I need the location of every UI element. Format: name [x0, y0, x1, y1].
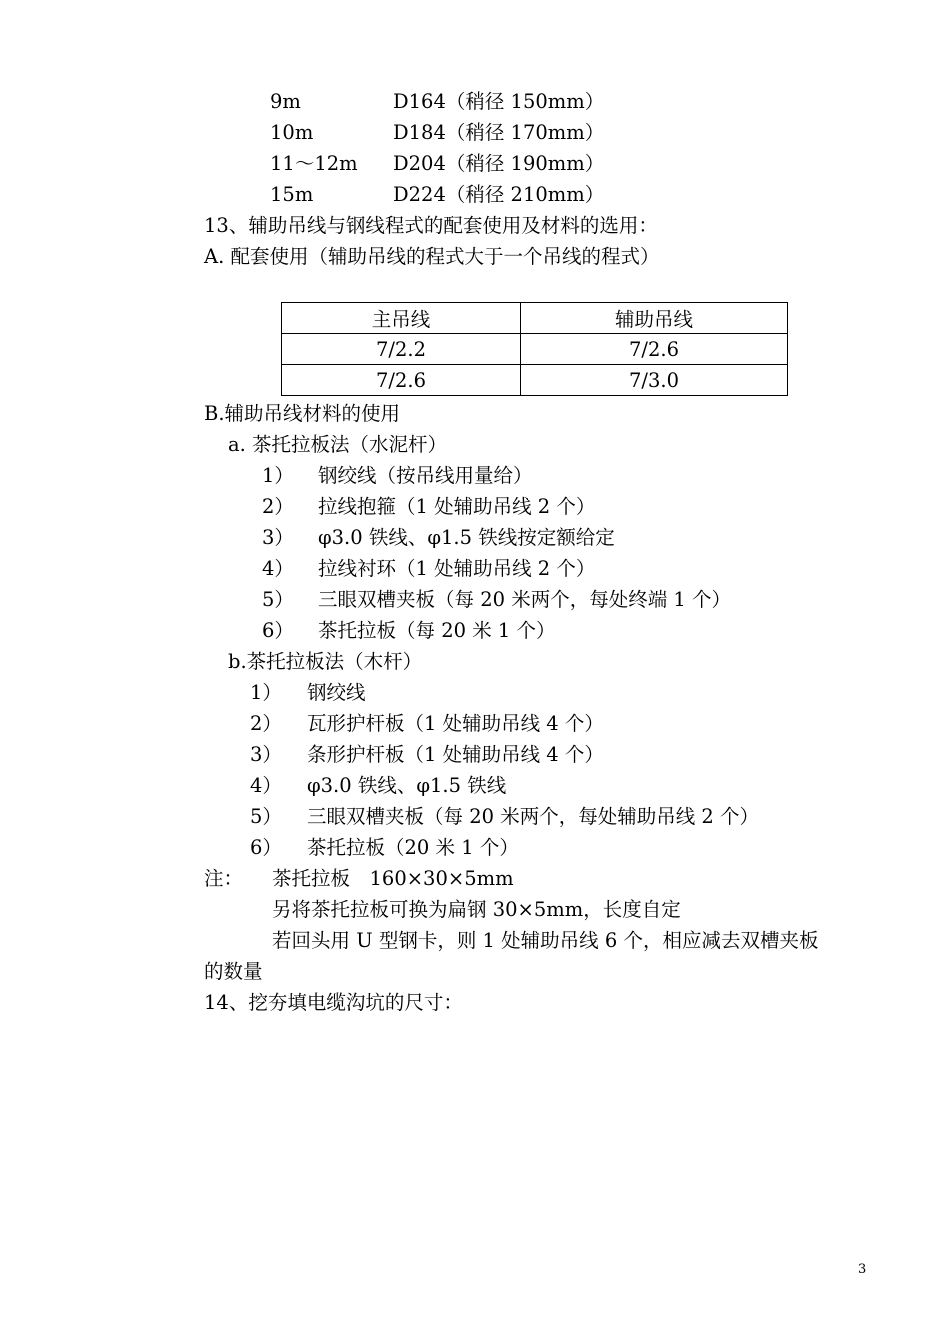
- sub-a-heading: a. 茶托拉板法（水泥杆）: [228, 433, 448, 456]
- pole-spec: D184（稍径 170mm）: [393, 121, 605, 144]
- pole-spec: D224（稍径 210mm）: [393, 183, 605, 206]
- table-cell: 7/2.6: [521, 334, 788, 365]
- list-item: 钢绞线（按吊线用量给）: [318, 464, 533, 487]
- wire-pairing-table: [281, 302, 788, 396]
- list-item: 茶托拉板（每 20 米 1 个）: [318, 619, 556, 642]
- section-b-heading: B.辅助吊线材料的使用: [204, 402, 401, 425]
- list-item-number: 6）: [250, 836, 282, 859]
- table-cell: 7/2.2: [282, 334, 521, 365]
- pole-length: 10m: [270, 121, 314, 144]
- list-item-number: 4）: [250, 774, 282, 797]
- list-item: 瓦形护杆板（1 处辅助吊线 4 个）: [307, 712, 604, 735]
- list-item-number: 5）: [250, 805, 282, 828]
- list-item: φ3.0 铁线、φ1.5 铁线: [307, 774, 507, 797]
- list-item: 茶托拉板（20 米 1 个）: [307, 836, 519, 859]
- pole-spec: D164（稍径 150mm）: [393, 90, 605, 113]
- note-line: 的数量: [204, 960, 263, 983]
- note-label: 注：: [204, 867, 244, 890]
- sub-b-heading: b.茶托拉板法（木杆）: [228, 650, 423, 673]
- pole-spec: D204（稍径 190mm）: [393, 152, 605, 175]
- list-item: 钢绞线: [307, 681, 366, 704]
- note-line: 茶托拉板 160×30×5mm: [272, 867, 514, 890]
- list-item-number: 1）: [250, 681, 282, 704]
- page-number: 3: [858, 1262, 867, 1277]
- list-item-number: 4）: [262, 557, 294, 580]
- list-item-number: 5）: [262, 588, 294, 611]
- table-row: [282, 365, 788, 396]
- list-item-number: 6）: [262, 619, 294, 642]
- list-item-number: 1）: [262, 464, 294, 487]
- list-item-number: 2）: [262, 495, 294, 518]
- list-item: 拉线衬环（1 处辅助吊线 2 个）: [318, 557, 596, 580]
- list-item: φ3.0 铁线、φ1.5 铁线按定额给定: [318, 526, 615, 549]
- note-line: 另将茶托拉板可换为扁钢 30×5mm，长度自定: [272, 898, 681, 921]
- note-line: 若回头用 U 型钢卡，则 1 处辅助吊线 6 个，相应减去双槽夹板: [272, 929, 819, 952]
- pole-length: 11～12m: [270, 152, 358, 175]
- list-item-number: 3）: [262, 526, 294, 549]
- list-item: 三眼双槽夹板（每 20 米两个，每处终端 1 个）: [318, 588, 732, 611]
- list-item: 条形护杆板（1 处辅助吊线 4 个）: [307, 743, 604, 766]
- table-header-aux-wire: 辅助吊线: [521, 303, 788, 334]
- table-header-main-wire: 主吊线: [282, 303, 521, 334]
- list-item-number: 3）: [250, 743, 282, 766]
- section-13-heading: 13、辅助吊线与钢线程式的配套使用及材料的选用：: [204, 214, 658, 237]
- list-item: 拉线抱箍（1 处辅助吊线 2 个）: [318, 495, 596, 518]
- list-item-number: 2）: [250, 712, 282, 735]
- list-item: 三眼双槽夹板（每 20 米两个，每处辅助吊线 2 个）: [307, 805, 760, 828]
- table-row: [282, 334, 788, 365]
- pole-length: 15m: [270, 183, 314, 206]
- table-header-row: [282, 303, 788, 334]
- pole-length: 9m: [270, 90, 301, 113]
- section-a-heading: A. 配套使用（辅助吊线的程式大于一个吊线的程式）: [204, 245, 660, 268]
- table-cell: 7/2.6: [282, 365, 521, 396]
- table-cell: 7/3.0: [521, 365, 788, 396]
- section-14-heading: 14、挖夯填电缆沟坑的尺寸：: [204, 991, 463, 1014]
